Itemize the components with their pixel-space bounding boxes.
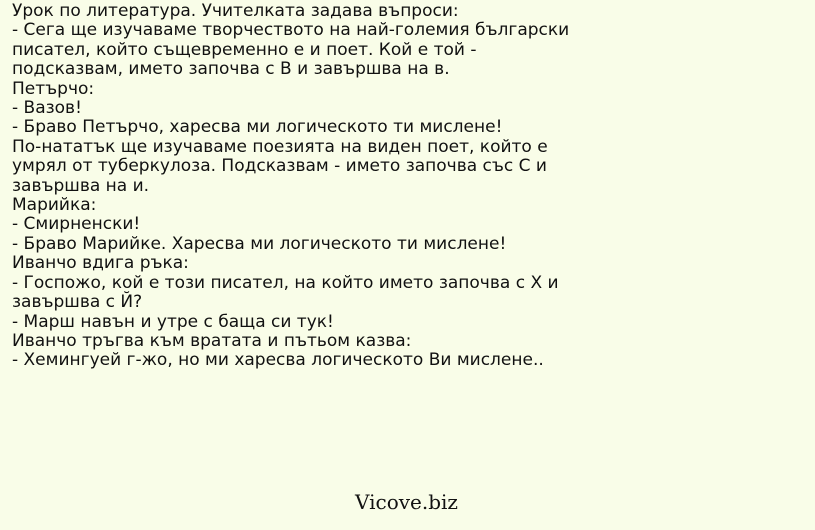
joke-line: Марийка: — [12, 195, 97, 216]
joke-line: завършва с Й? — [12, 292, 143, 313]
joke-line: - Хемингуей г-жо, но ми харесва логическото Ви мислене.. — [12, 350, 544, 371]
joke-line: - Смирненски! — [12, 214, 141, 235]
joke-line: писател, който същевременно е и поет. Кой е той - — [12, 39, 477, 60]
joke-text — [12, 2, 807, 371]
joke-line: Иванчо тръгва към вратата и пътьом казва: — [12, 330, 412, 351]
joke-line: завършва на и. — [12, 175, 150, 196]
joke-line: По-нататък ще изучаваме поезията на виден поет, който е — [12, 136, 548, 157]
site-watermark: Vicove.biz — [355, 490, 458, 514]
joke-line: - Марш навън и утре с баща си тук! — [12, 311, 334, 332]
joke-line: - Вазов! — [12, 98, 82, 119]
joke-line: - Браво Марийке. Харесва ми логическото ти мислене! — [12, 233, 507, 254]
joke-line: Петърчо: — [12, 78, 95, 99]
joke-line: умрял от туберкулоза. Подсказвам - името започва със С и — [12, 156, 547, 177]
joke-line: - Сега ще изучаваме творчеството на най-големия български — [12, 20, 570, 41]
joke-line: Урок по литература. Учителката задава въпроси: — [12, 1, 459, 21]
joke-line: подсказвам, името започва с В и завършва на в. — [12, 59, 450, 80]
joke-line: - Госпожо, кой е този писател, на който името започва с Х и — [12, 272, 559, 293]
joke-line: Иванчо вдига ръка: — [12, 253, 189, 274]
joke-line: - Браво Петърчо, харесва ми логическото ти мислене! — [12, 117, 503, 138]
